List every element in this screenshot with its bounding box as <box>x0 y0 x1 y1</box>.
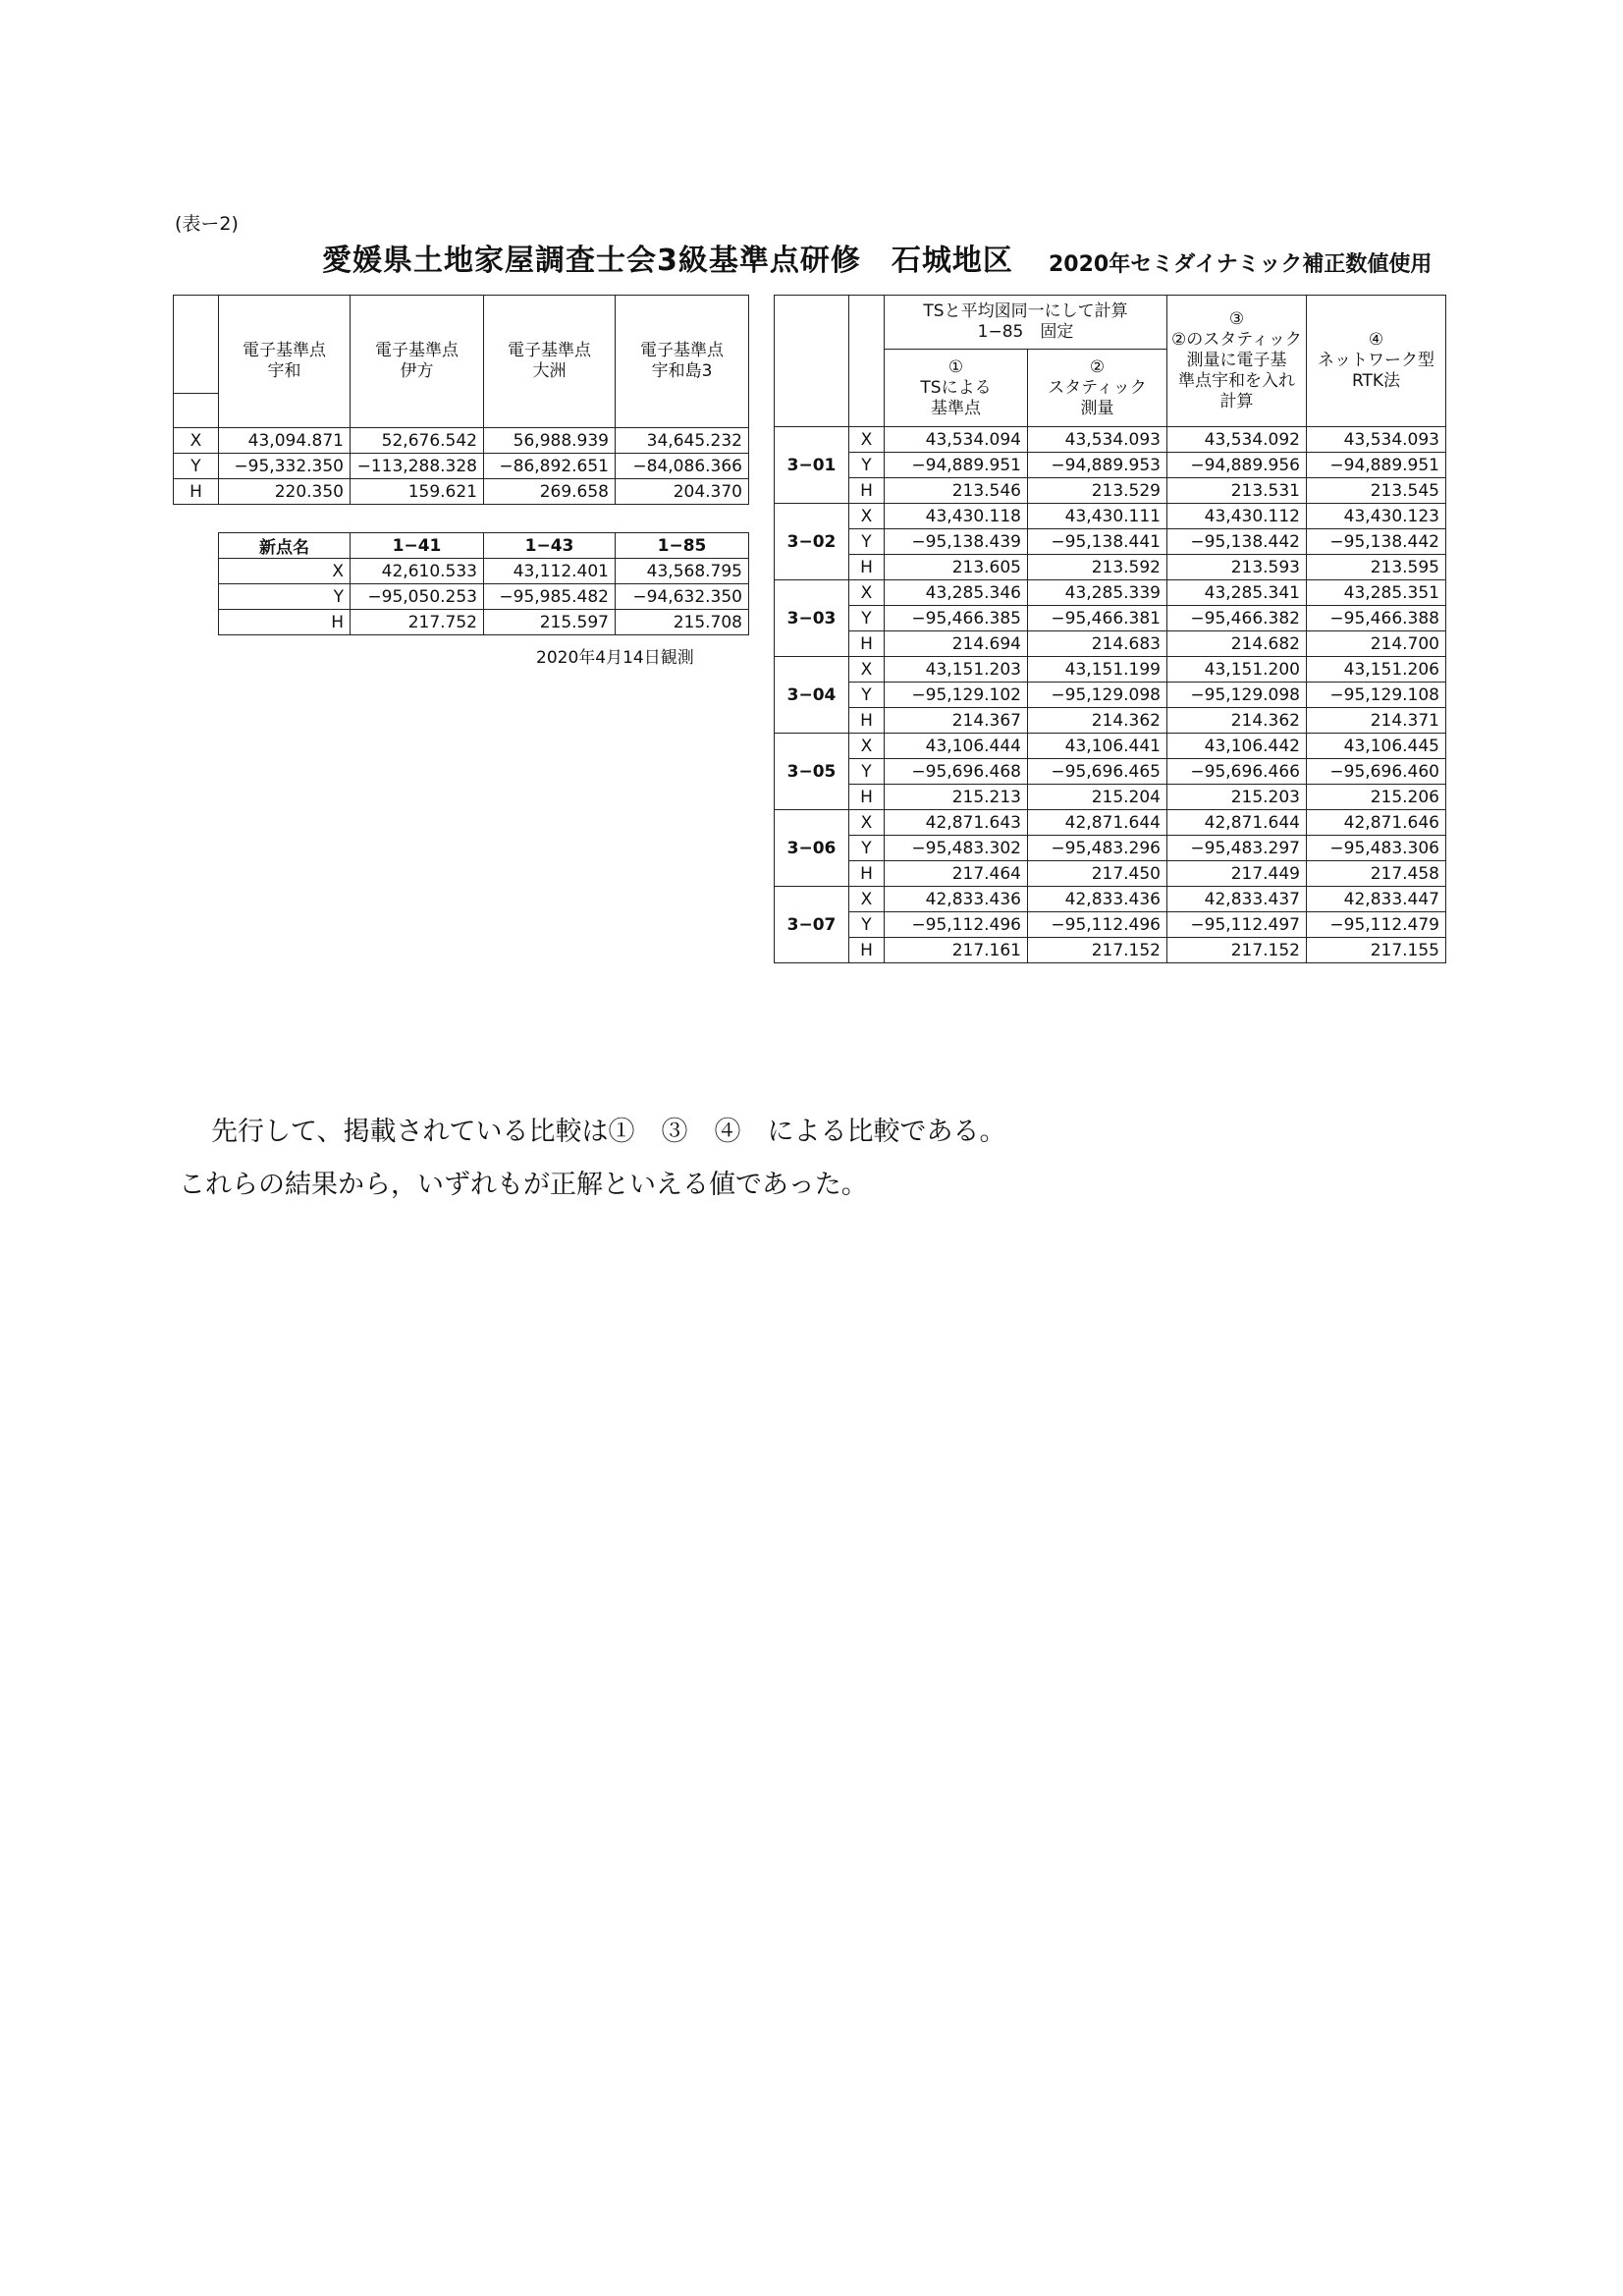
column-header: 1−43 <box>484 533 616 559</box>
table-cell: 213.592 <box>1028 555 1167 580</box>
table-row <box>219 610 749 635</box>
reference-stations-table <box>173 295 749 505</box>
table-cell: −94,889.956 <box>1167 453 1307 478</box>
table-cell: 43,151.200 <box>1167 657 1307 683</box>
row-label: H <box>849 555 885 580</box>
table-cell: 217.450 <box>1028 861 1167 887</box>
column-header: 1−41 <box>351 533 484 559</box>
table-cell: 43,430.118 <box>885 504 1028 529</box>
table-label: (表ー2) <box>175 213 239 235</box>
table-cell: −95,466.381 <box>1028 606 1167 631</box>
table-row <box>775 580 1446 606</box>
table-row <box>775 734 1446 759</box>
table-cell: 43,534.094 <box>885 427 1028 453</box>
document-title: 愛媛県土地家屋調査士会3級基準点研修 石城地区 <box>322 244 1013 278</box>
table-cell: 52,676.542 <box>351 428 484 454</box>
table-cell: 42,833.436 <box>1028 887 1167 912</box>
row-label: H <box>849 478 885 504</box>
table-cell: 34,645.232 <box>616 428 749 454</box>
table-cell: 43,430.123 <box>1307 504 1446 529</box>
table-cell: 213.529 <box>1028 478 1167 504</box>
row-label: H <box>219 610 351 635</box>
table-row <box>219 584 749 610</box>
table-cell: 204.370 <box>616 479 749 505</box>
row-label: X <box>849 734 885 759</box>
table-cell: 43,106.445 <box>1307 734 1446 759</box>
table-row <box>775 683 1446 708</box>
table-row <box>174 454 749 479</box>
table-cell: 215.204 <box>1028 785 1167 810</box>
row-label: H <box>174 479 219 505</box>
table-cell: 42,833.437 <box>1167 887 1307 912</box>
table-row <box>775 912 1446 938</box>
table-cell: 43,151.206 <box>1307 657 1446 683</box>
column-header: 電子基準点 宇和 <box>219 296 351 428</box>
point-name: 3−06 <box>775 810 849 887</box>
table-cell: −95,696.465 <box>1028 759 1167 785</box>
table-row <box>174 479 749 505</box>
paragraph: 先行して、掲載されている比較は① ③ ④ による比較である。 <box>211 1117 1006 1147</box>
row-label: Y <box>849 529 885 555</box>
row-label: X <box>849 427 885 453</box>
point-name: 3−01 <box>775 427 849 504</box>
blank-header-cell <box>849 296 885 427</box>
table-cell: 217.152 <box>1028 938 1167 963</box>
row-label: H <box>849 861 885 887</box>
column-header: 電子基準点 伊方 <box>351 296 484 428</box>
table-cell: 43,568.795 <box>616 559 749 584</box>
table-row <box>775 810 1446 836</box>
table-cell: −95,483.306 <box>1307 836 1446 861</box>
table-row <box>775 606 1446 631</box>
table-cell: −95,138.442 <box>1167 529 1307 555</box>
table-cell: 43,151.199 <box>1028 657 1167 683</box>
blank-header-cell <box>775 296 849 427</box>
table-cell: −86,892.651 <box>484 454 616 479</box>
row-label: H <box>849 938 885 963</box>
table-cell: 214.362 <box>1167 708 1307 734</box>
table-cell: −95,112.496 <box>885 912 1028 938</box>
table-cell: −95,696.466 <box>1167 759 1307 785</box>
table-cell: 42,871.643 <box>885 810 1028 836</box>
table-cell: 213.545 <box>1307 478 1446 504</box>
table-cell: −95,138.441 <box>1028 529 1167 555</box>
table-row <box>775 631 1446 657</box>
row-label: H <box>849 785 885 810</box>
table-cell: 43,534.092 <box>1167 427 1307 453</box>
row-label: Y <box>174 454 219 479</box>
table-cell: −95,129.108 <box>1307 683 1446 708</box>
table-cell: −95,112.496 <box>1028 912 1167 938</box>
table-row <box>775 478 1446 504</box>
table-cell: 159.621 <box>351 479 484 505</box>
column-header: 1−85 <box>616 533 749 559</box>
group-header: TSと平均図同一にして計算 1−85 固定 <box>885 296 1167 350</box>
table-cell: 217.464 <box>885 861 1028 887</box>
table-cell: −95,129.102 <box>885 683 1028 708</box>
table-cell: 43,285.339 <box>1028 580 1167 606</box>
table-cell: −95,332.350 <box>219 454 351 479</box>
table-row <box>775 708 1446 734</box>
row-label: Y <box>849 453 885 478</box>
table-cell: 43,106.441 <box>1028 734 1167 759</box>
table-cell: 214.683 <box>1028 631 1167 657</box>
point-name: 3−07 <box>775 887 849 963</box>
table-cell: 43,430.112 <box>1167 504 1307 529</box>
table-row <box>775 836 1446 861</box>
table-cell: 215.597 <box>484 610 616 635</box>
table-cell: −94,889.953 <box>1028 453 1167 478</box>
row-label: H <box>849 708 885 734</box>
table-cell: 217.155 <box>1307 938 1446 963</box>
table-cell: −95,483.302 <box>885 836 1028 861</box>
table-row <box>775 427 1446 453</box>
table-cell: 213.595 <box>1307 555 1446 580</box>
column-header: ② スタティック 測量 <box>1028 350 1167 427</box>
table-cell: 269.658 <box>484 479 616 505</box>
row-label: Y <box>849 836 885 861</box>
new-point-name-header: 新点名 <box>219 533 351 559</box>
document-subtitle: 2020年セミダイナミック補正数値使用 <box>1049 252 1433 277</box>
table-row <box>775 657 1446 683</box>
table-row <box>775 938 1446 963</box>
comparison-table <box>774 295 1446 963</box>
column-header: ④ ネットワーク型 RTK法 <box>1307 296 1446 427</box>
table-cell: 214.362 <box>1028 708 1167 734</box>
table-cell: −94,889.951 <box>885 453 1028 478</box>
table-cell: −113,288.328 <box>351 454 484 479</box>
row-label: Y <box>849 606 885 631</box>
point-name: 3−05 <box>775 734 849 810</box>
table-cell: −95,483.297 <box>1167 836 1307 861</box>
table-cell: 43,534.093 <box>1307 427 1446 453</box>
table-cell: 43,106.444 <box>885 734 1028 759</box>
table-cell: 42,833.447 <box>1307 887 1446 912</box>
column-header: 電子基準点 宇和島3 <box>616 296 749 428</box>
column-header: ③ ②のスタティック 測量に電子基 準点宇和を入れ 計算 <box>1167 296 1307 427</box>
row-label: Y <box>849 912 885 938</box>
table-cell: 43,285.351 <box>1307 580 1446 606</box>
table-cell: 217.161 <box>885 938 1028 963</box>
table-cell: 43,285.346 <box>885 580 1028 606</box>
table-cell: 217.752 <box>351 610 484 635</box>
table-row <box>174 428 749 454</box>
table-cell: −95,129.098 <box>1167 683 1307 708</box>
table-cell: 217.449 <box>1167 861 1307 887</box>
table-cell: −95,696.468 <box>885 759 1028 785</box>
table-cell: −95,050.253 <box>351 584 484 610</box>
row-label: X <box>849 887 885 912</box>
table-cell: 215.203 <box>1167 785 1307 810</box>
table-cell: 213.605 <box>885 555 1028 580</box>
row-label: X <box>849 580 885 606</box>
table-cell: 43,534.093 <box>1028 427 1167 453</box>
table-cell: 220.350 <box>219 479 351 505</box>
table-cell: 213.546 <box>885 478 1028 504</box>
corner-cell <box>174 296 219 428</box>
table-cell: 42,610.533 <box>351 559 484 584</box>
table-cell: −95,696.460 <box>1307 759 1446 785</box>
row-label: X <box>849 504 885 529</box>
table-cell: −95,985.482 <box>484 584 616 610</box>
column-header: 電子基準点 大洲 <box>484 296 616 428</box>
row-label: Y <box>219 584 351 610</box>
row-label: X <box>174 428 219 454</box>
observation-date: 2020年4月14日観測 <box>536 648 694 668</box>
table-cell: 213.531 <box>1167 478 1307 504</box>
table-row <box>775 529 1446 555</box>
table-cell: 217.152 <box>1167 938 1307 963</box>
column-header: ① TSによる 基準点 <box>885 350 1028 427</box>
table-cell: −84,086.366 <box>616 454 749 479</box>
table-row <box>775 785 1446 810</box>
table-row <box>775 504 1446 529</box>
table-cell: −95,112.497 <box>1167 912 1307 938</box>
row-label: Y <box>849 683 885 708</box>
table-cell: 213.593 <box>1167 555 1307 580</box>
table-cell: 43,285.341 <box>1167 580 1307 606</box>
table-cell: 215.213 <box>885 785 1028 810</box>
row-label: X <box>849 657 885 683</box>
table-row <box>775 887 1446 912</box>
table-row <box>775 453 1446 478</box>
table-cell: −95,466.385 <box>885 606 1028 631</box>
table-cell: −95,466.382 <box>1167 606 1307 631</box>
row-label: Y <box>849 759 885 785</box>
table-cell: 214.371 <box>1307 708 1446 734</box>
table-row <box>219 559 749 584</box>
table-row <box>775 861 1446 887</box>
table-cell: 214.694 <box>885 631 1028 657</box>
table-cell: −95,112.479 <box>1307 912 1446 938</box>
table-cell: 42,833.436 <box>885 887 1028 912</box>
table-cell: −95,138.439 <box>885 529 1028 555</box>
table-cell: 215.708 <box>616 610 749 635</box>
table-row <box>775 555 1446 580</box>
row-label: X <box>219 559 351 584</box>
table-cell: 215.206 <box>1307 785 1446 810</box>
row-label: X <box>849 810 885 836</box>
table-cell: 42,871.644 <box>1167 810 1307 836</box>
table-cell: −95,483.296 <box>1028 836 1167 861</box>
table-cell: 43,112.401 <box>484 559 616 584</box>
table-cell: 43,151.203 <box>885 657 1028 683</box>
table-cell: 214.700 <box>1307 631 1446 657</box>
table-cell: 214.367 <box>885 708 1028 734</box>
paragraph: これらの結果から，いずれもが正解といえる値であった。 <box>179 1170 868 1200</box>
table-cell: −95,138.442 <box>1307 529 1446 555</box>
table-cell: 42,871.646 <box>1307 810 1446 836</box>
point-name: 3−04 <box>775 657 849 734</box>
point-name: 3−02 <box>775 504 849 580</box>
new-points-table <box>218 532 749 635</box>
table-cell: −94,632.350 <box>616 584 749 610</box>
table-cell: 217.458 <box>1307 861 1446 887</box>
table-cell: −94,889.951 <box>1307 453 1446 478</box>
table-cell: 56,988.939 <box>484 428 616 454</box>
table-cell: 43,094.871 <box>219 428 351 454</box>
table-row <box>775 759 1446 785</box>
table-cell: −95,129.098 <box>1028 683 1167 708</box>
table-cell: −95,466.388 <box>1307 606 1446 631</box>
table-cell: 42,871.644 <box>1028 810 1167 836</box>
point-name: 3−03 <box>775 580 849 657</box>
table-cell: 43,430.111 <box>1028 504 1167 529</box>
table-cell: 214.682 <box>1167 631 1307 657</box>
row-label: H <box>849 631 885 657</box>
table-cell: 43,106.442 <box>1167 734 1307 759</box>
